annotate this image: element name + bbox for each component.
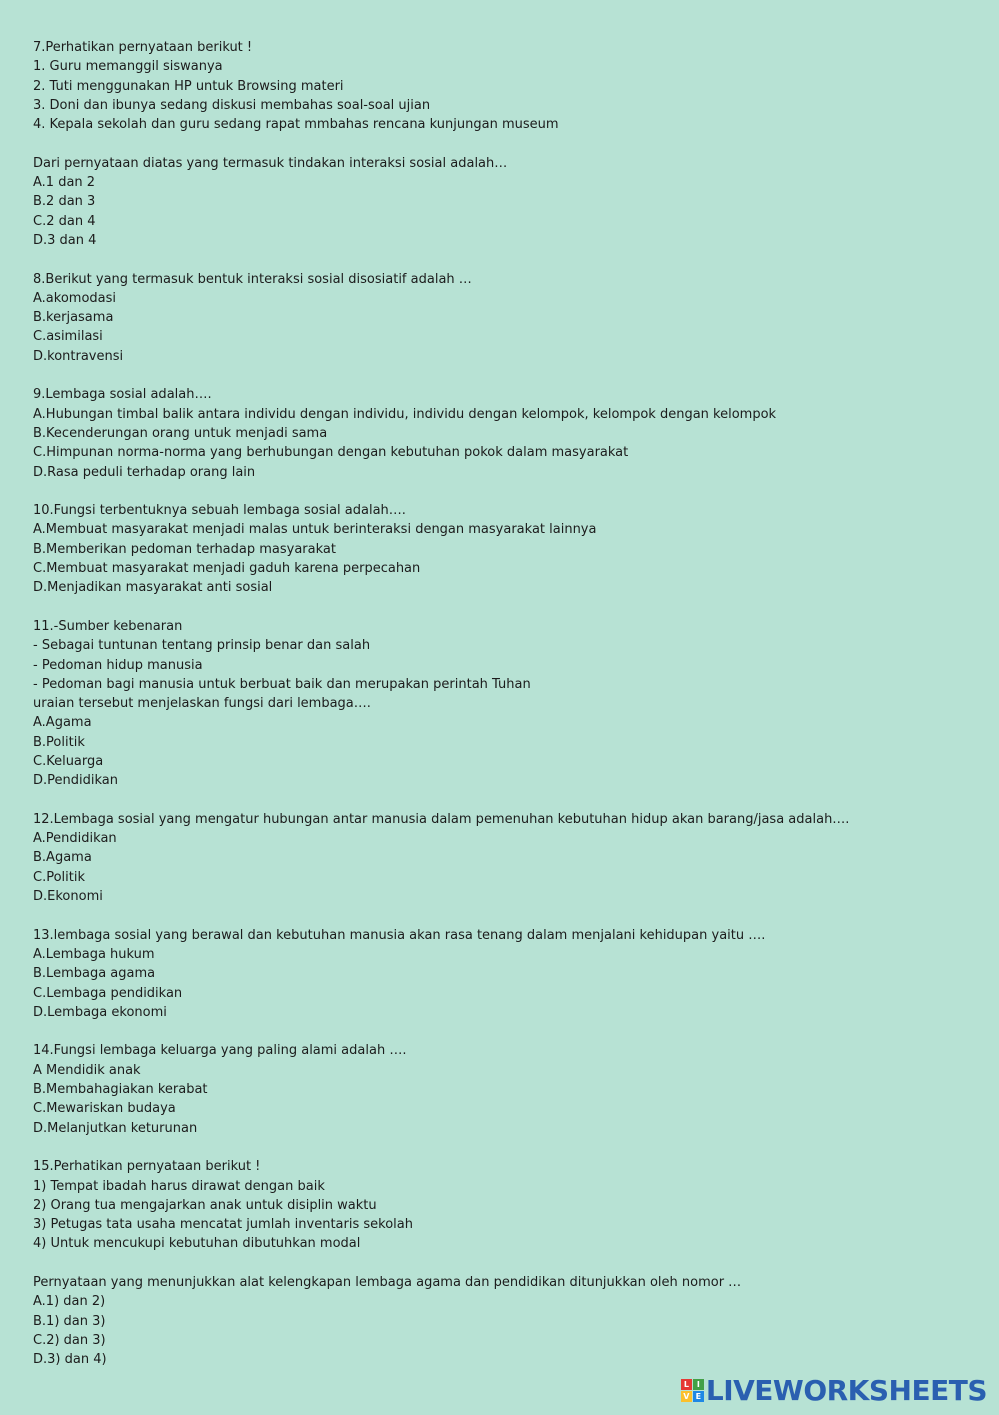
logo-text: LIVEWORKSHEETS — [705, 1374, 987, 1407]
question-line: D.Melanjutkan keturunan — [33, 1120, 198, 1136]
question-line: B.Kecenderungan orang untuk menjadi sama — [33, 425, 328, 441]
question-line: A.1 dan 2 — [33, 175, 96, 191]
question-7 — [33, 38, 973, 250]
question-line: C.Himpunan norma-norma yang berhubungan dengan kebutuhan pokok dalam masyarakat — [33, 445, 629, 461]
question-line: A.akomodasi — [33, 290, 117, 306]
question-line: D.Pendidikan — [33, 773, 118, 789]
question-12 — [33, 810, 973, 906]
liveworksheets-logo — [681, 1374, 987, 1407]
question-line: uraian tersebut menjelaskan fungsi dari lembaga…. — [33, 696, 371, 712]
worksheet — [33, 38, 973, 1389]
question-line: B.Agama — [33, 850, 92, 866]
question-text: 15.Perhatikan pernyataan berikut ! — [33, 1159, 261, 1175]
question-line: B.Lembaga agama — [33, 966, 156, 982]
logo-mark-letter: V — [681, 1391, 692, 1402]
question-line: 3. Doni dan ibunya sedang diskusi membahas soal-soal ujian — [33, 97, 431, 113]
question-line: C.2) dan 3) — [33, 1332, 106, 1348]
question-line: Pernyataan yang menunjukkan alat kelengkapan lembaga agama dan pendidikan ditunjukkan oleh nomor … — [33, 1275, 742, 1290]
question-line: D.kontravensi — [33, 348, 124, 364]
question-line: D.Menjadikan masyarakat anti sosial — [33, 580, 273, 596]
question-line: 1. Guru memanggil siswanya — [33, 59, 223, 75]
question-line: A.1) dan 2) — [33, 1294, 106, 1310]
question-line: C.Membuat masyarakat menjadi gaduh karena perpecahan — [33, 561, 421, 577]
question-line: 2) Orang tua mengajarkan anak untuk disiplin waktu — [33, 1197, 377, 1213]
question-11 — [33, 617, 973, 791]
question-line: D.Rasa peduli terhadap orang lain — [33, 464, 256, 480]
question-10 — [33, 501, 973, 597]
logo-mark-letter: L — [681, 1379, 692, 1390]
question-line: B.Politik — [33, 734, 85, 750]
question-line: 2. Tuti menggunakan HP untuk Browsing materi — [33, 78, 344, 94]
question-text: 11.-Sumber kebenaran — [33, 618, 183, 634]
question-text: 12.Lembaga sosial yang mengatur hubungan antar manusia dalam pemenuhan kebutuhan hidup akan barang/jasa adalah…. — [33, 811, 850, 827]
question-line: A.Lembaga hukum — [33, 946, 155, 962]
question-14 — [33, 1041, 973, 1137]
question-line: Dari pernyataan diatas yang termasuk tindakan interaksi sosial adalah… — [33, 155, 508, 171]
question-line: A.Agama — [33, 715, 92, 731]
question-line: C.2 dan 4 — [33, 213, 96, 229]
question-line: B.2 dan 3 — [33, 194, 96, 210]
question-15 — [33, 1157, 973, 1369]
question-line: C.asimilasi — [33, 329, 103, 345]
question-8 — [33, 270, 973, 366]
question-line: C.Mewariskan budaya — [33, 1101, 176, 1117]
question-line: C.Keluarga — [33, 753, 104, 769]
question-line: A.Membuat masyarakat menjadi malas untuk berinteraksi dengan masyarakat lainnya — [33, 522, 597, 538]
question-line: A.Hubungan timbal balik antara individu dengan individu, individu dengan kelompok, kelompok dengan kelompok — [33, 406, 777, 422]
blank-line — [33, 1254, 973, 1273]
question-line: C.Lembaga pendidikan — [33, 985, 183, 1001]
question-line: 4) Untuk mencukupi kebutuhan dibutuhkan modal — [33, 1236, 361, 1252]
question-line: B.Membahagiakan kerabat — [33, 1082, 208, 1098]
question-line: 4. Kepala sekolah dan guru sedang rapat mmbahas rencana kunjungan museum — [33, 117, 559, 133]
question-line: A.Pendidikan — [33, 831, 117, 847]
logo-mark-letter: E — [693, 1391, 704, 1402]
question-line: D.Ekonomi — [33, 889, 103, 905]
question-line: B.kerjasama — [33, 310, 114, 326]
logo-mark-letter: I — [693, 1379, 704, 1390]
question-text: 9.Lembaga sosial adalah…. — [33, 387, 212, 403]
question-line: B.Memberikan pedoman terhadap masyarakat — [33, 541, 336, 557]
question-text: 13.lembaga sosial yang berawal dan kebutuhan manusia akan rasa tenang dalam menjalani kehidupan yaitu …. — [33, 927, 766, 943]
question-9 — [33, 385, 973, 481]
question-13 — [33, 926, 973, 1022]
question-line: 1) Tempat ibadah harus dirawat dengan baik — [33, 1178, 325, 1194]
question-text: 10.Fungsi terbentuknya sebuah lembaga sosial adalah…. — [33, 503, 406, 519]
question-text: 7.Perhatikan pernyataan berikut ! — [33, 40, 253, 55]
question-line: D.Lembaga ekonomi — [33, 1004, 167, 1020]
question-line: - Pedoman bagi manusia untuk berbuat baik dan merupakan perintah Tuhan — [33, 676, 531, 692]
question-line: - Sebagai tuntunan tentang prinsip benar dan salah — [33, 638, 371, 654]
question-line: 3) Petugas tata usaha mencatat jumlah inventaris sekolah — [33, 1217, 413, 1233]
question-line: A Mendidik anak — [33, 1062, 141, 1078]
question-line: D.3 dan 4 — [33, 232, 97, 248]
logo-mark-icon — [681, 1379, 704, 1402]
question-line: - Pedoman hidup manusia — [33, 657, 203, 673]
question-line: D.3) dan 4) — [33, 1352, 107, 1368]
question-line: B.1) dan 3) — [33, 1313, 106, 1329]
question-text: 8.Berikut yang termasuk bentuk interaksi sosial disosiatif adalah … — [33, 271, 472, 287]
blank-line — [33, 134, 973, 153]
question-text: 14.Fungsi lembaga keluarga yang paling alami adalah …. — [33, 1043, 407, 1059]
question-line: C.Politik — [33, 869, 85, 885]
